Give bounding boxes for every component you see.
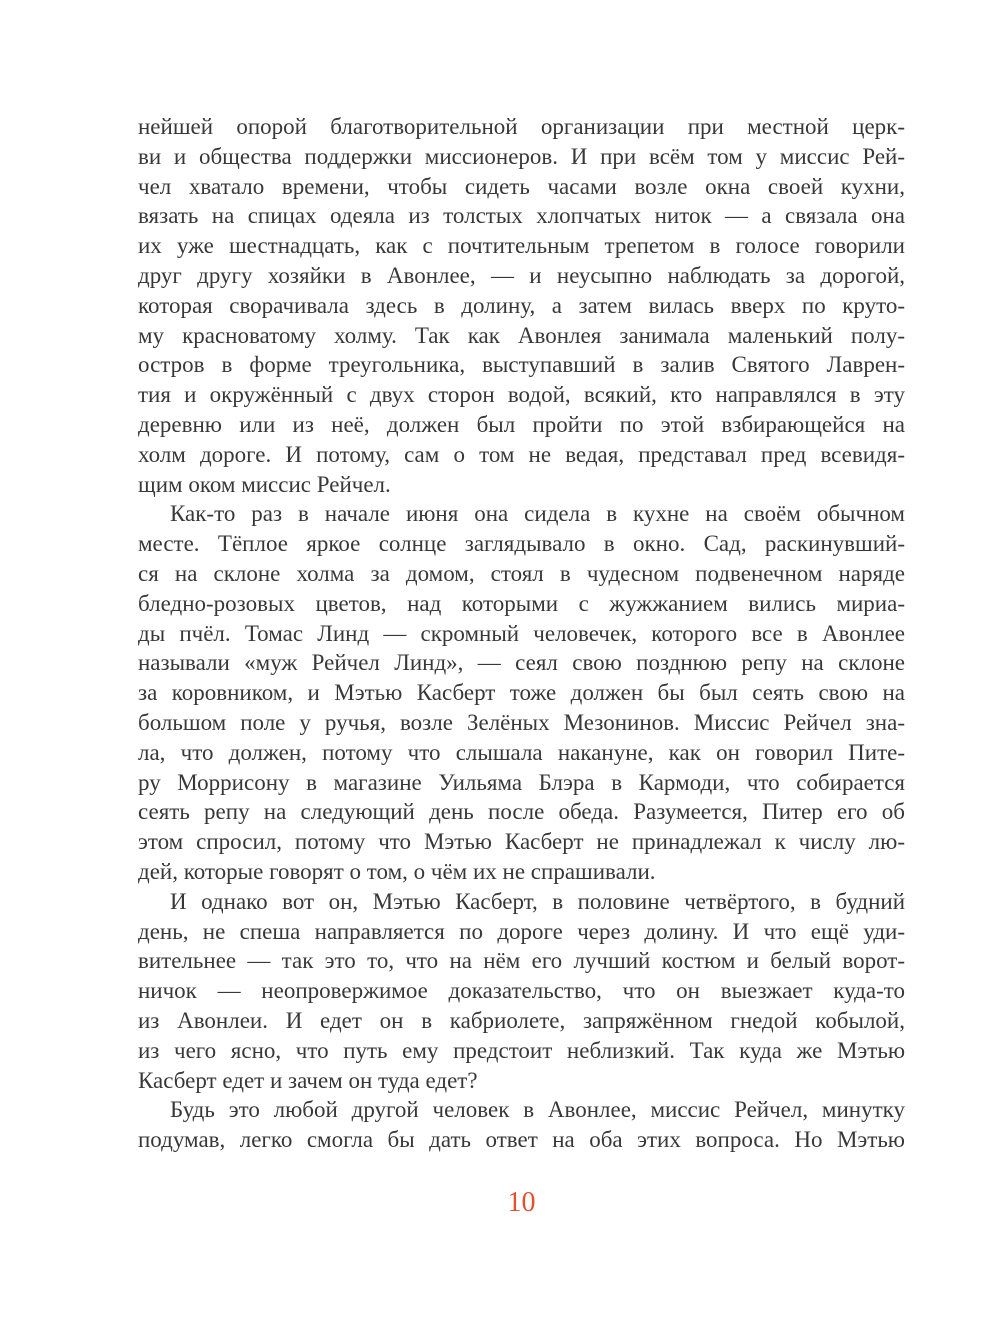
text-line: му красноватому холму. Так как Авонлея занимала маленький полу- bbox=[138, 322, 905, 348]
text-line: И однако вот он, Мэтью Касберт, в половине четвёртого, в будний bbox=[170, 888, 905, 914]
text-line: большом поле у ручья, возле Зелёных Мезонинов. Миссис Рейчел зна- bbox=[138, 709, 905, 735]
text-line: ды пчёл. Томас Линд — скромный человечек, которого все в Авонлее bbox=[138, 620, 905, 646]
text-line: щим оком миссис Рейчел. bbox=[138, 471, 391, 497]
text-line: которая сворачивала здесь в долину, а затем вилась вверх по круто- bbox=[138, 292, 905, 318]
text-line: Будь это любой другой человек в Авонлее, миссис Рейчел, минутку bbox=[170, 1097, 905, 1123]
text-line: сеять репу на следующий день после обеда. Разумеется, Питер его об bbox=[138, 799, 905, 825]
text-line: холм дороге. И потому, сам о том не ведая, представал пред всевидя- bbox=[138, 441, 905, 467]
text-line: Касберт едет и зачем он туда едет? bbox=[138, 1067, 478, 1093]
text-line: ничок — неопровержимое доказательство, что он выезжает куда-то bbox=[138, 978, 905, 1004]
text-line: день, не спеша направляется по дороге через долину. И что ещё уди- bbox=[138, 918, 905, 944]
text-line: из Авонлеи. И едет он в кабриолете, запряжённом гнедой кобылой, bbox=[138, 1007, 905, 1033]
text-line: чел хватало времени, чтобы сидеть часами возле окна своей кухни, bbox=[138, 173, 905, 199]
text-line: месте. Тёплое яркое солнце заглядывало в окно. Сад, раскинувший- bbox=[138, 531, 905, 557]
text-line: ся на склоне холма за домом, стоял в чудесном подвенечном наряде bbox=[138, 560, 905, 586]
text-line: Как-то раз в начале июня она сидела в кухне на своём обычном bbox=[170, 501, 905, 527]
text-line: друг другу хозяйки в Авонлее, — и неусыпно наблюдать за дорогой, bbox=[138, 262, 905, 288]
text-line: подумав, легко смогла бы дать ответ на оба этих вопроса. Но Мэтью bbox=[138, 1127, 905, 1153]
text-line: за коровником, и Мэтью Касберт тоже должен бы был сеять свою на bbox=[138, 680, 905, 706]
text-line: ру Моррисону в магазине Уильяма Блэра в Кармоди, что собирается bbox=[138, 769, 905, 795]
text-line: вязать на спицах одеяла из толстых хлопчатых ниток — а связала она bbox=[138, 203, 905, 229]
text-line: из чего ясно, что путь ему предстоит неблизкий. Так куда же Мэтью bbox=[138, 1037, 905, 1063]
text-line: нейшей опорой благотворительной организации при местной церк- bbox=[138, 114, 905, 139]
text-line: дей, которые говорят о том, о чём их не спрашивали. bbox=[138, 858, 656, 884]
text-line: ви и общества поддержки миссионеров. И при всём том у миссис Рей- bbox=[138, 143, 905, 169]
text-line: вительнее — так это то, что на нём его лучший костюм и белый ворот- bbox=[138, 948, 905, 974]
page-number: 10 bbox=[507, 1187, 536, 1218]
text-line: ла, что должен, потому что слышала накануне, как он говорил Пите- bbox=[138, 739, 905, 765]
page-text bbox=[138, 112, 905, 1155]
text-line: бледно-розовых цветов, над которыми с жужжанием вились мириа- bbox=[138, 590, 905, 616]
text-line: деревню или из неё, должен был пройти по этой взбирающейся на bbox=[138, 411, 905, 437]
text-line: называли «муж Рейчел Линд», — сеял свою позднюю репу на склоне bbox=[138, 650, 905, 676]
text-line: их уже шестнадцать, как с почтительным трепетом в голосе говорили bbox=[138, 233, 905, 259]
text-line: тия и окружённый с двух сторон водой, всякий, кто направлялся в эту bbox=[138, 382, 905, 408]
text-line: этом спросил, потому что Мэтью Касберт не принадлежал к числу лю- bbox=[138, 829, 905, 855]
text-line: остров в форме треугольника, выступавший в залив Святого Лаврен- bbox=[138, 352, 905, 378]
